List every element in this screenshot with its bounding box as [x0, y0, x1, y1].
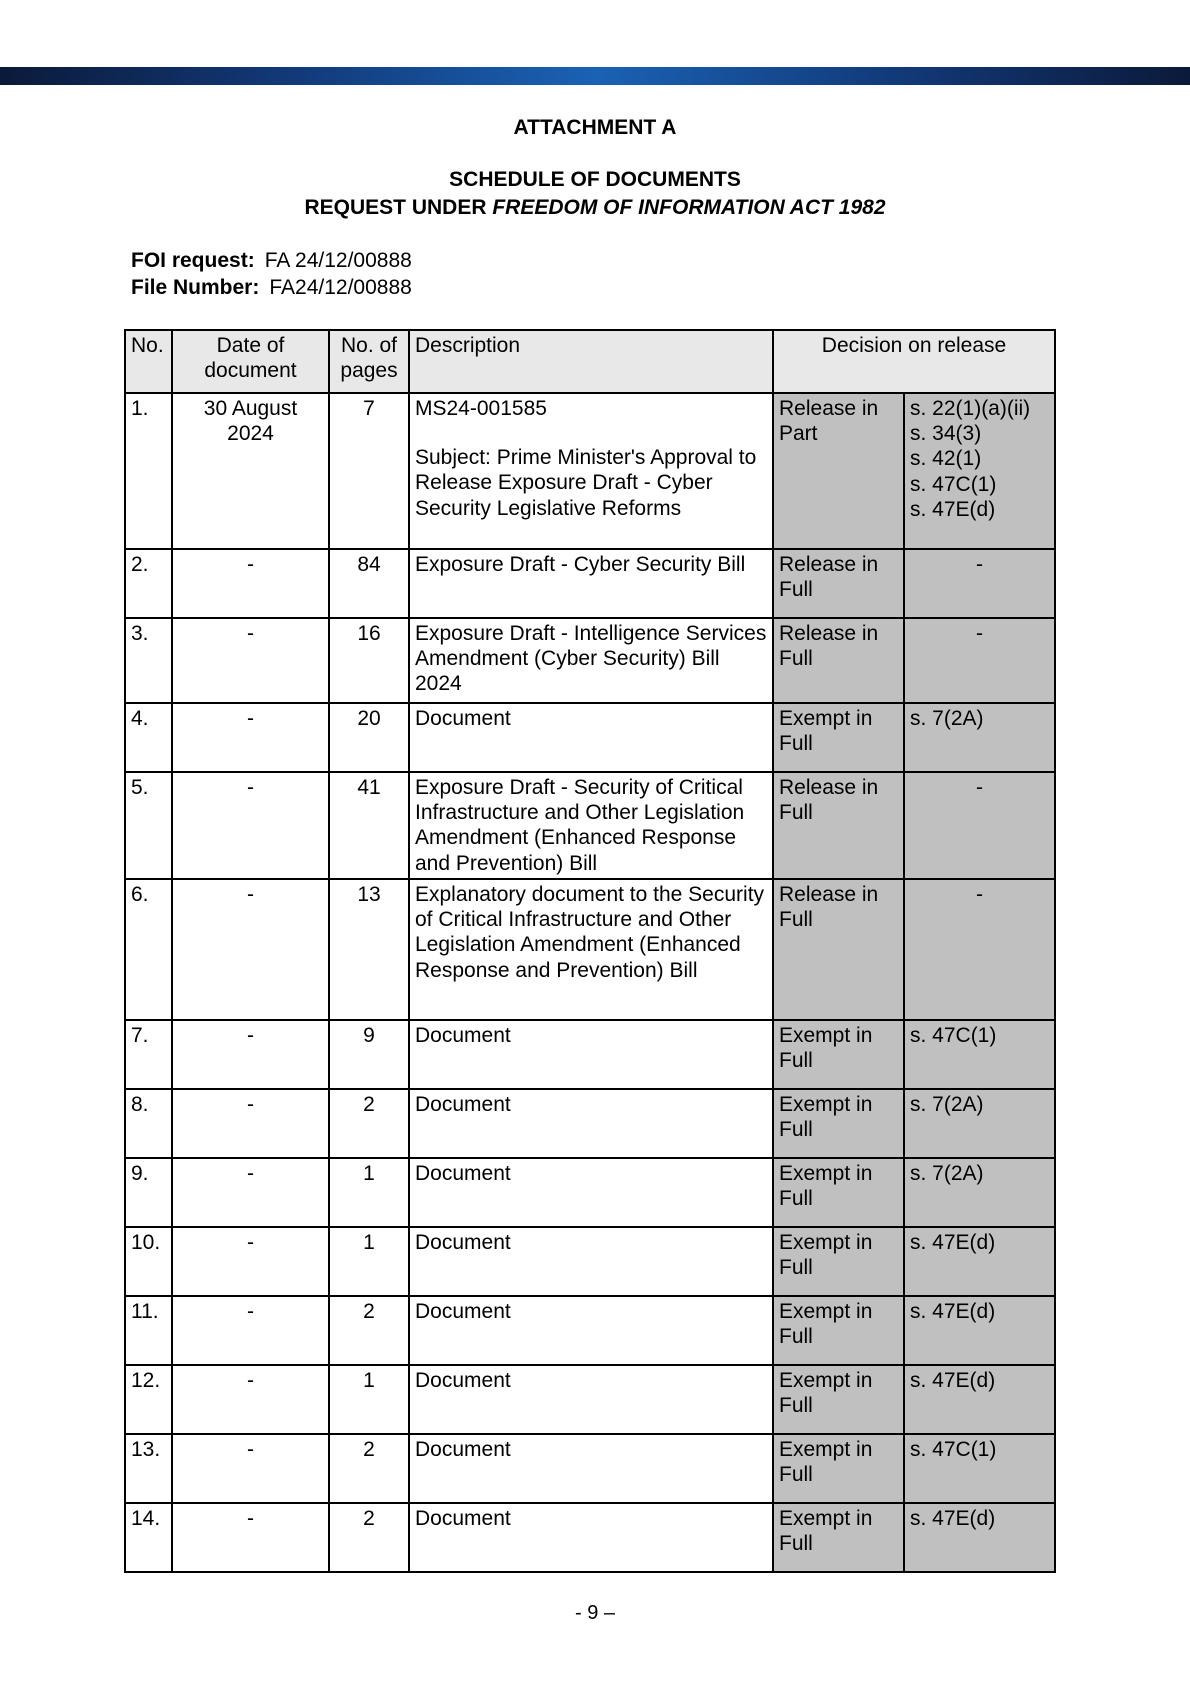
- table-row: [125, 393, 1055, 549]
- row-decision: Release in Part: [773, 393, 904, 549]
- row-description: [409, 772, 773, 879]
- row-exemptions: [904, 703, 1055, 772]
- request-prefix: REQUEST UNDER: [304, 196, 493, 219]
- exemption-item: s. 34(3): [910, 422, 982, 446]
- row-description: [409, 1020, 773, 1089]
- exemption-item: s. 7(2A): [910, 1093, 984, 1116]
- foi-request-value: FA 24/12/00888: [264, 249, 412, 272]
- row-pages: 7: [329, 393, 409, 549]
- description-text: Document: [415, 1162, 511, 1185]
- request-title: [0, 196, 1190, 220]
- table-row: [125, 1227, 1055, 1296]
- exemption-item: s. 47C(1): [910, 472, 997, 496]
- row-date: -: [172, 1227, 329, 1296]
- header-band: [0, 67, 1190, 85]
- row-date: -: [172, 1434, 329, 1503]
- row-pages: 1: [329, 1158, 409, 1227]
- header-pages: No. of pages: [329, 330, 409, 393]
- row-number: 1.: [125, 393, 172, 549]
- row-description: [409, 1365, 773, 1434]
- row-exemptions: [904, 772, 1055, 879]
- row-date: -: [172, 1503, 329, 1572]
- exemption-item: s. 47C(1): [910, 1024, 997, 1047]
- row-pages: 2: [329, 1434, 409, 1503]
- row-description: [409, 1503, 773, 1572]
- row-date: -: [172, 1158, 329, 1227]
- description-text: Document: [415, 1024, 511, 1047]
- description-text: Explanatory document to the Security of Critical Infrastructure and Other Legislation Amendment (Enhanced Response and Prevention) Bill: [415, 883, 765, 982]
- row-exemptions: [904, 393, 1055, 549]
- row-exemptions: [904, 1365, 1055, 1434]
- description-text: Document: [415, 1093, 511, 1116]
- table-row: [125, 703, 1055, 772]
- table-row: [125, 1089, 1055, 1158]
- row-description: [409, 1227, 773, 1296]
- row-number: 8.: [125, 1089, 172, 1158]
- header-no: No.: [125, 330, 172, 393]
- table-row: [125, 1158, 1055, 1227]
- table-row: [125, 549, 1055, 618]
- table-row: [125, 618, 1055, 703]
- row-exemptions: [904, 879, 1055, 1020]
- foi-request-label: FOI request:: [131, 249, 255, 272]
- row-exemptions: [904, 1296, 1055, 1365]
- row-decision: Exempt in Full: [773, 1365, 904, 1434]
- file-number-value: FA24/12/00888: [269, 276, 412, 299]
- row-decision: Release in Full: [773, 549, 904, 618]
- row-description: [409, 549, 773, 618]
- row-date: -: [172, 549, 329, 618]
- schedule-table: [124, 329, 1056, 1573]
- row-pages: 16: [329, 618, 409, 703]
- row-description: [409, 1089, 773, 1158]
- row-date: -: [172, 618, 329, 703]
- description-text: Exposure Draft - Security of Critical Infrastructure and Other Legislation Amendment (Enhanced Response and Prevention) Bill: [415, 776, 745, 875]
- row-decision: Exempt in Full: [773, 1020, 904, 1089]
- exemption-item: -: [976, 553, 983, 576]
- row-exemptions: [904, 1020, 1055, 1089]
- exemption-item: -: [976, 622, 983, 645]
- row-exemptions: [904, 618, 1055, 703]
- row-description: [409, 1296, 773, 1365]
- row-number: 9.: [125, 1158, 172, 1227]
- row-decision: Exempt in Full: [773, 1503, 904, 1572]
- row-date: 30 August 2024: [172, 393, 329, 549]
- row-exemptions: [904, 1089, 1055, 1158]
- description-text: MS24-001585: [415, 397, 547, 420]
- row-pages: 9: [329, 1020, 409, 1089]
- exemption-item: s. 47E(d): [910, 1507, 996, 1530]
- row-date: -: [172, 703, 329, 772]
- description-text: Document: [415, 1231, 511, 1254]
- exemption-item: s. 7(2A): [910, 1162, 984, 1185]
- row-decision: Exempt in Full: [773, 1296, 904, 1365]
- row-number: 6.: [125, 879, 172, 1020]
- exemption-item: s. 47E(d): [910, 1231, 996, 1254]
- row-pages: 2: [329, 1296, 409, 1365]
- row-exemptions: [904, 549, 1055, 618]
- row-number: 12.: [125, 1365, 172, 1434]
- table-row: [125, 879, 1055, 1020]
- table-row: [125, 1020, 1055, 1089]
- attachment-title: ATTACHMENT A: [513, 116, 677, 139]
- row-date: -: [172, 1089, 329, 1158]
- row-pages: 2: [329, 1089, 409, 1158]
- row-pages: 2: [329, 1503, 409, 1572]
- header-description: Description: [409, 330, 773, 393]
- exemption-item: s. 47C(1): [910, 1438, 997, 1461]
- row-description: [409, 393, 773, 549]
- table-row: [125, 1365, 1055, 1434]
- row-description: [409, 879, 773, 1020]
- description-text: Document: [415, 707, 511, 730]
- description-text: Exposure Draft - Cyber Security Bill: [415, 553, 746, 576]
- description-text: Document: [415, 1369, 511, 1392]
- row-number: 11.: [125, 1296, 172, 1365]
- row-description: [409, 1434, 773, 1503]
- row-number: 14.: [125, 1503, 172, 1572]
- row-date: -: [172, 1365, 329, 1434]
- page-number: - 9 –: [574, 1602, 616, 1624]
- row-date: -: [172, 1296, 329, 1365]
- row-decision: Exempt in Full: [773, 1158, 904, 1227]
- table-row: [125, 1434, 1055, 1503]
- file-number-label: File Number:: [131, 276, 260, 299]
- row-decision: Exempt in Full: [773, 1089, 904, 1158]
- foi-request-line: [131, 249, 412, 273]
- row-description: [409, 703, 773, 772]
- exemption-item: s. 47E(d): [910, 1300, 996, 1323]
- description-detail: Subject: Prime Minister's Approval to Release Exposure Draft - Cyber Security Legislative Reforms: [415, 446, 757, 520]
- row-number: 10.: [125, 1227, 172, 1296]
- row-pages: 41: [329, 772, 409, 879]
- row-exemptions: [904, 1503, 1055, 1572]
- row-exemptions: [904, 1158, 1055, 1227]
- table-header-row: [125, 330, 1055, 393]
- description-text: Document: [415, 1507, 511, 1530]
- row-pages: 1: [329, 1365, 409, 1434]
- row-description: [409, 618, 773, 703]
- schedule-title: SCHEDULE OF DOCUMENTS: [449, 168, 741, 191]
- row-exemptions: [904, 1227, 1055, 1296]
- header-date: Date of document: [172, 330, 329, 393]
- row-date: -: [172, 1020, 329, 1089]
- header-decision: Decision on release: [773, 330, 1055, 393]
- exemption-item: -: [976, 883, 983, 906]
- row-pages: 13: [329, 879, 409, 1020]
- row-pages: 20: [329, 703, 409, 772]
- exemption-item: s. 47E(d): [910, 497, 996, 521]
- row-decision: Exempt in Full: [773, 1227, 904, 1296]
- row-decision: Release in Full: [773, 618, 904, 703]
- row-decision: Release in Full: [773, 879, 904, 1020]
- row-pages: 84: [329, 549, 409, 618]
- description-text: Exposure Draft - Intelligence Services Amendment (Cyber Security) Bill 2024: [415, 622, 767, 696]
- row-decision: Exempt in Full: [773, 703, 904, 772]
- description-text: Document: [415, 1438, 511, 1461]
- row-date: -: [172, 879, 329, 1020]
- row-number: 4.: [125, 703, 172, 772]
- row-exemptions: [904, 1434, 1055, 1503]
- exemption-item: s. 7(2A): [910, 707, 984, 730]
- row-description: [409, 1158, 773, 1227]
- table-row: [125, 1503, 1055, 1572]
- row-number: 13.: [125, 1434, 172, 1503]
- row-number: 5.: [125, 772, 172, 879]
- row-pages: 1: [329, 1227, 409, 1296]
- exemption-item: -: [976, 776, 983, 799]
- file-number-line: [131, 276, 412, 300]
- exemption-item: s. 42(1): [910, 447, 982, 471]
- exemption-item: s. 22(1)(a)(ii): [910, 397, 1031, 420]
- request-act: FREEDOM OF INFORMATION ACT 1982: [492, 196, 886, 219]
- table-row: [125, 772, 1055, 879]
- exemption-item: s. 47E(d): [910, 1369, 996, 1392]
- description-text: Document: [415, 1300, 511, 1323]
- row-decision: Release in Full: [773, 772, 904, 879]
- row-number: 2.: [125, 549, 172, 618]
- row-date: -: [172, 772, 329, 879]
- row-number: 7.: [125, 1020, 172, 1089]
- row-decision: Exempt in Full: [773, 1434, 904, 1503]
- description-spacer: [415, 421, 767, 445]
- row-number: 3.: [125, 618, 172, 703]
- table-row: [125, 1296, 1055, 1365]
